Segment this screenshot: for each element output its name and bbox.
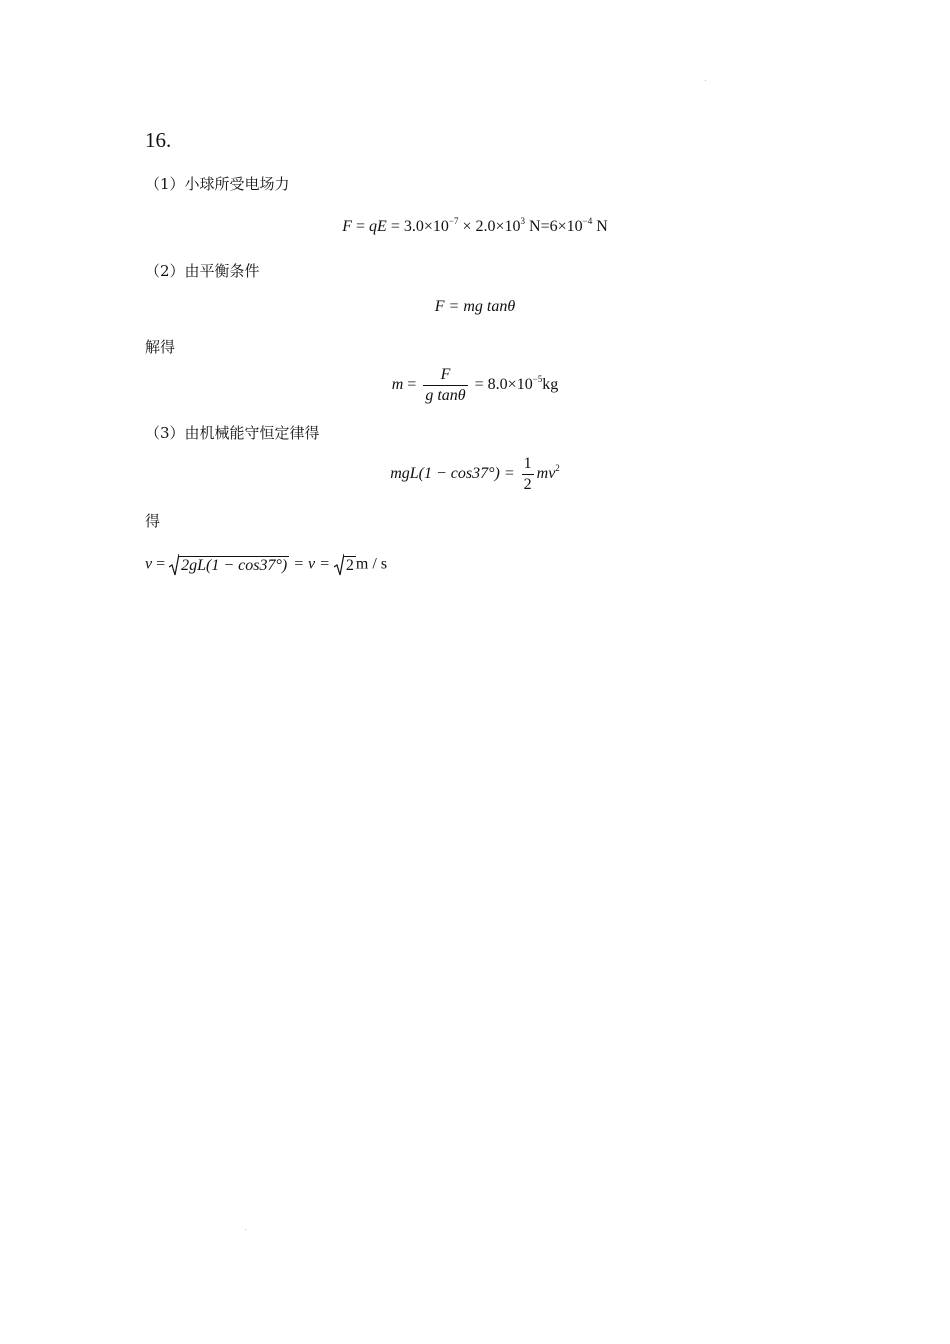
final-equation: v = 2gL(1 − cos37°) = v = 2 m / s <box>145 553 387 577</box>
half-numerator: 1 <box>523 455 532 472</box>
part1-equation: F = qE = $3.0\times 10^{-7} \times 2.0\times 10^3$ $N=6\times 10^{-4}$ N <box>342 216 608 235</box>
part3-equation <box>0 455 950 494</box>
energy-right: mv <box>536 465 556 483</box>
eq-symbol-qe: qE <box>369 218 387 235</box>
part2-label: （2）由平衡条件 <box>145 262 260 280</box>
corner-mark-top <box>705 80 706 81</box>
velocity-unit: m / s <box>355 555 388 573</box>
eq-value-3: N=6×10 <box>529 218 583 235</box>
corner-mark-bottom <box>245 1229 246 1230</box>
half-denominator: 2 <box>523 476 532 493</box>
part2-result: m = $\frac{F}{\text{g tanθ}}$ = $8.0\times 10^{-5}kg$ <box>391 366 559 404</box>
sqrt-symbol-2 <box>334 553 344 577</box>
part3-label: （3）由机械能守恒定律得 <box>145 424 320 442</box>
eq-exp-3: −4 <box>582 216 593 226</box>
mass-fraction <box>423 366 467 405</box>
energy-left: mgL(1 − cos37°) = <box>390 465 515 483</box>
radicand: 2gL(1 − cos37°) <box>181 556 288 574</box>
final-mid: = v = <box>293 555 330 573</box>
eq-exp-1: −7 <box>448 216 459 226</box>
mass-unit: kg <box>542 376 559 394</box>
eq-symbol-f: F <box>342 218 352 235</box>
part3-solve-label: 得 <box>145 512 161 530</box>
part2-solve-label: 解得 <box>145 338 176 356</box>
half-fraction <box>522 455 534 494</box>
part2-equation: F = mg tanθ <box>434 298 516 315</box>
mass-exp: −5 <box>532 374 543 385</box>
eq-value-1: 3.0×10 <box>403 218 449 235</box>
part1-label: （1）小球所受电场力 <box>145 175 290 193</box>
eq-value-2: 2.0×10 <box>475 218 521 235</box>
eq-unit: N <box>596 218 608 235</box>
fraction-numerator: F <box>440 366 451 383</box>
eq-exp-2: 3 <box>520 216 526 226</box>
sqrt-symbol <box>169 553 179 577</box>
radicand-2: 2 <box>345 556 354 574</box>
energy-exp: 2 <box>555 463 560 474</box>
question-number: 16. <box>145 128 172 152</box>
fraction-denominator: g tanθ <box>425 387 466 404</box>
mass-value: = 8.0×10 <box>474 376 533 394</box>
